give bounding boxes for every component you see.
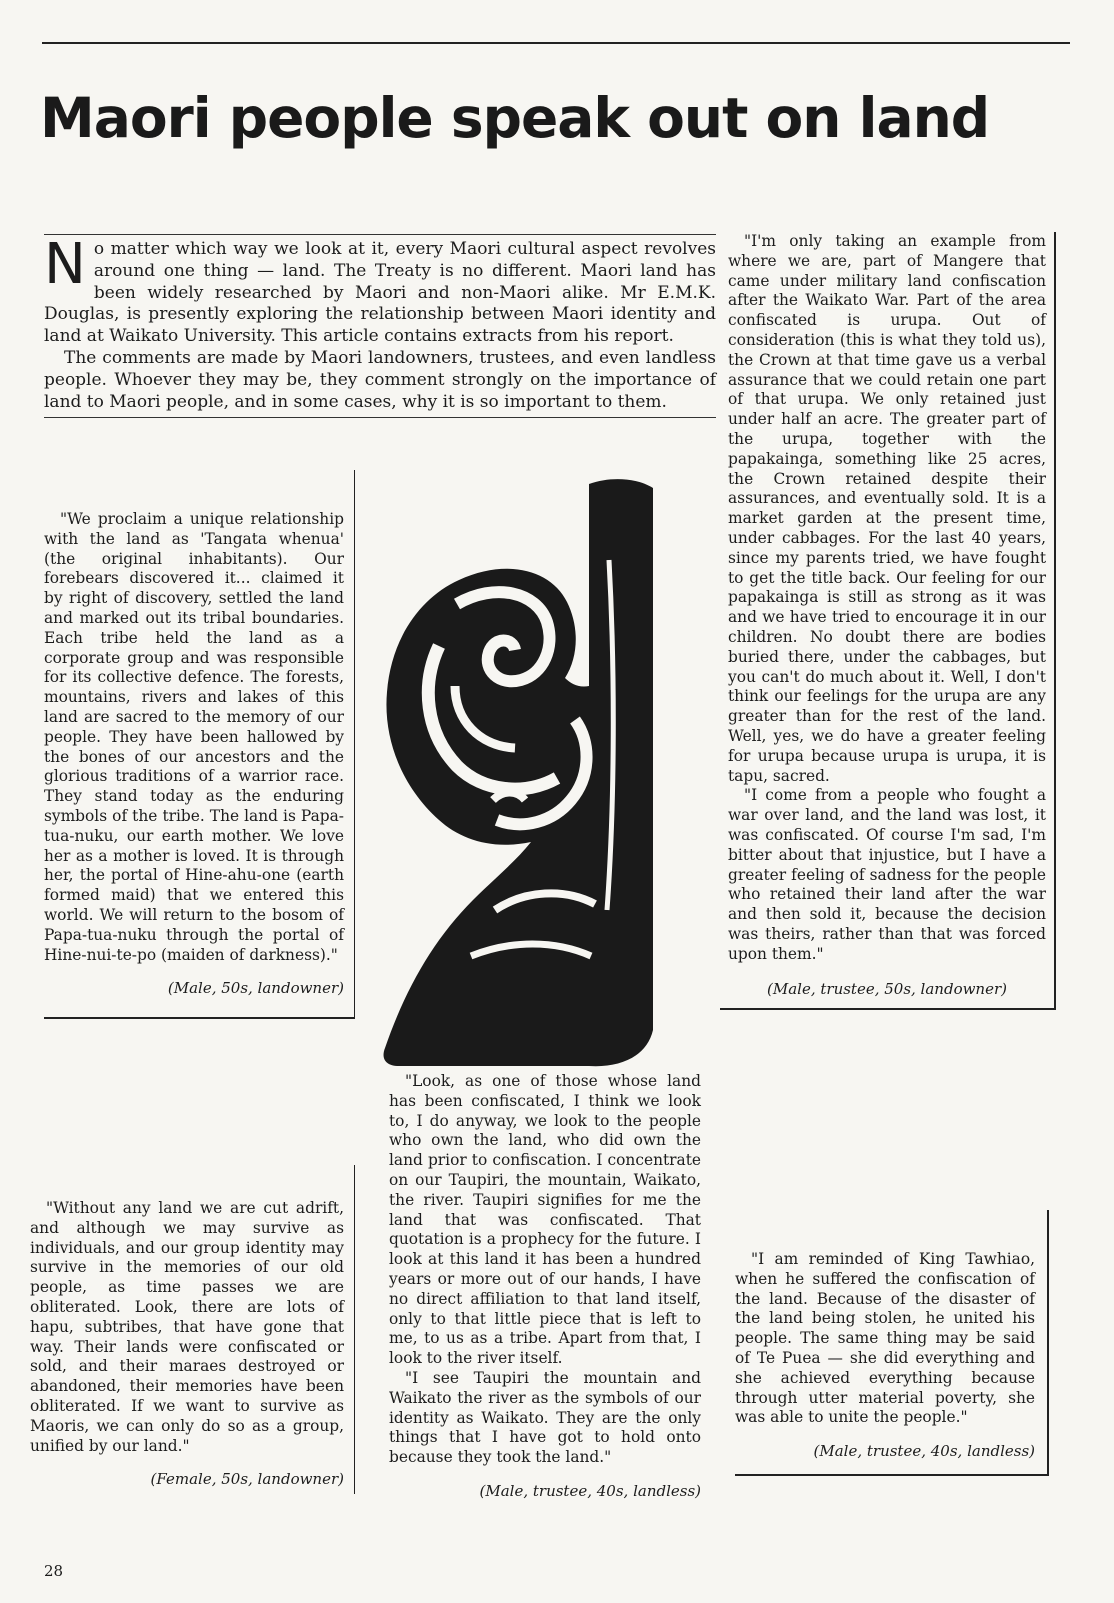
quote-box-1 [44, 470, 355, 1019]
quote-box-4 [720, 232, 1056, 1010]
quote-4-paragraph-1: "I'm only taking an example from where we are, part of Mangere that came under military land confiscation after the Waikato War. Part of the area confiscated is urupa. Out of consideration (this is what they told us), the Crown at that time gave us a verbal assurance that we could retain one part of that urupa. We only retained just under half an acre. The greater part of the urupa, together with the papakainga, something like 25 acres, the Crown retained despite their assurances, and eventually sold. It is a market garden at the present time, under cabbages. For the last 40 years, since my parents tried, we have fought to get the title back. Our feeling for our papakainga is still as strong as it was and we have tried to encourage it in our children. No doubt there are bodies buried there, under the cabbages, but you can't do much about it. Well, I don't think our feelings for the urupa are any greater than for the rest of the land. Well, yes, we do have a greater feeling for urupa because urupa is urupa, it is tapu, sacred. [728, 232, 1046, 785]
quote-3-paragraph-1: "Look, as one of those whose land has been confiscated, I think we look to, I do anyway, we look to the people who own the land, who did own the land prior to confiscation. I concentrate on our Taupiri, the mountain, Waikato, the river. Taupiri signifies for me the land that was confiscated. That quotation is a prophecy for the future. I look at this land it has been a hundred years or more out of our hands, I have no direct affiliation to that land itself, only to that little piece that is left to me, to us as a tribe. Apart from that, I look to the river itself. [389, 1072, 701, 1368]
koru-carving-illustration [375, 470, 680, 1070]
quote-5-paragraph: "I am reminded of King Tawhiao, when he suffered the confiscation of the land. Because of the disaster of the land being stolen, he united his people. The same thing may be said of Te Puea — she did everything and she achieved everything because through utter material poverty, she was able to unite the people." [735, 1250, 1035, 1427]
quote-3-attribution: (Male, trustee, 40s, landless) [479, 1481, 701, 1500]
drop-cap: N [44, 232, 86, 297]
quote-5-attribution: (Male, trustee, 40s, landless) [813, 1442, 1035, 1461]
quote-1-paragraph: "We proclaim a unique relationship with the land as 'Tangata whenua' (the original inhabitants). Our forebears discovered it... claimed it by right of discovery, settled the land and marked out its tribal boundaries. Each tribe held the land as a corporate group and was responsible for its collective defence. The forests, mountains, rivers and lakes of this land are sacred to the memory of our people. They have been hallowed by the bones of our ancestors and the glorious traditions of a warrior race. They stand today as the enduring symbols of the tribe. The land is Papa-tua-nuku, our earth mother. We love her as a mother is loved. It is through her, the portal of Hine-ahu-one (earth formed maid) that we entered this world. We will return to the bosom of Papa-tua-nuku through the portal of Hine-nui-te-po (maiden of darkness)." [44, 510, 344, 964]
page-title: Maori people speak out on land [40, 86, 990, 150]
quote-3-paragraph-2: "I see Taupiri the mountain and Waikato the river as the symbols of our identity as Waikato. They are the only things that I have got to hold onto because they took the land." [389, 1368, 701, 1467]
intro-paragraph-2: The comments are made by Maori landowners, trustees, and even landless people. Whoever they may be, they comment strongly on the importance of land to Maori people, and in some cases, why it is so important to them. [44, 347, 716, 412]
intro-block [44, 234, 716, 418]
top-rule [42, 42, 1070, 44]
quote-4-paragraph-2: "I come from a people who fought a war over land, and the land was lost, it was confiscated. Of course I'm sad, I'm bitter about that injustice, but I have a greater feeling of sadness for the people who retained their land after the war and then sold it, because the decision was theirs, rather than that was forced upon them." [728, 786, 1046, 963]
quote-1-attribution: (Male, 50s, landowner) [167, 979, 344, 998]
page-number: 28 [44, 1562, 64, 1580]
intro-paragraph-1: No matter which way we look at it, every Maori cultural aspect revolves around one thing — land. The Treaty is no different. Maori land has been widely researched by Maori and non-Maori alike. Mr E.M.K. Douglas, is presently exploring the relationship between Maori identity and land at Waikato University. This article contains extracts from his report. [44, 232, 716, 347]
quote-2-paragraph: "Without any land we are cut adrift, and although we may survive as individuals, and our group identity may survive in the memories of our old people, as time passes we are obliterated. Look, there are lots of hapu, subtribes, that have gone that way. Their lands were confiscated or sold, and their maraes destroyed or abandoned, their memories have been obliterated. If we want to survive as Maoris, we can only do so as a group, unified by our land." [30, 1199, 344, 1455]
quote-box-5 [735, 1210, 1049, 1476]
quote-4-attribution: (Male, trustee, 50s, landowner) [767, 980, 1007, 999]
quote-2-attribution: (Female, 50s, landowner) [150, 1470, 344, 1489]
quote-box-3 [389, 1072, 701, 1502]
quote-box-2 [30, 1165, 355, 1494]
